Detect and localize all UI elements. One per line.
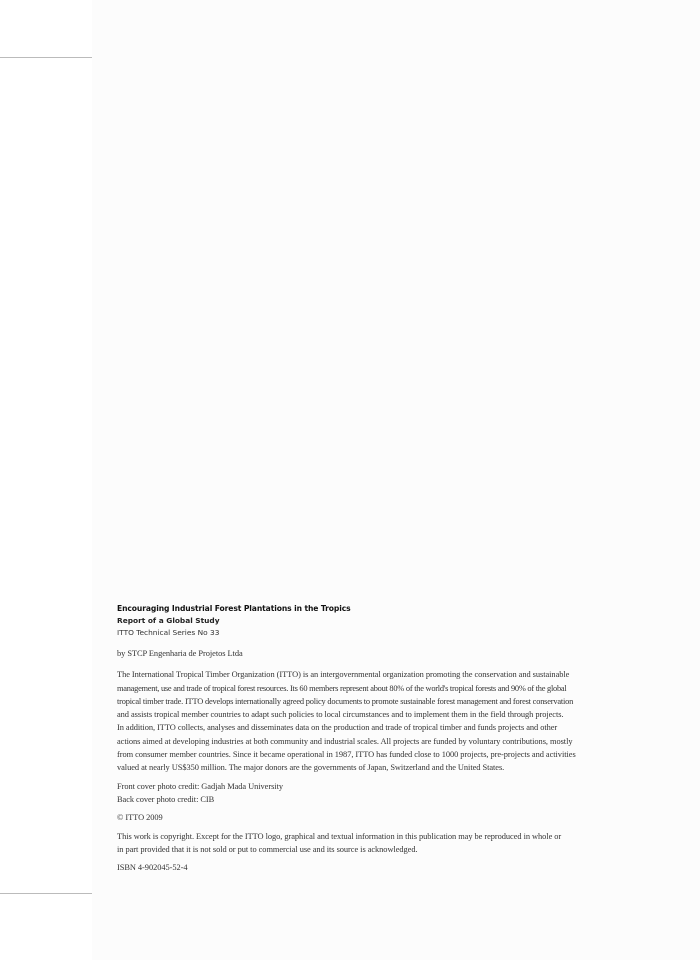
paragraph-line: tropical timber trade. ITTO develops internationally agreed policy documents to promote sustainable forest management and forest conservation	[117, 696, 574, 706]
publication-subtitle: Report of a Global Study	[117, 616, 220, 625]
paragraph-line: actions aimed at developing industries at both community and industrial scales. All projects are funded by voluntary contributions, mostly	[117, 736, 573, 746]
paragraph-line: from consumer member countries. Since it became operational in 1987, ITTO has funded close to 1000 projects, pre-projects and activities	[117, 750, 576, 760]
paragraph-line: and assists tropical member countries to adapt such policies to local circumstances and to implement them in the field through projects.	[117, 710, 564, 720]
copyright-paragraph-line: in part provided that it is not sold or put to commercial use and its source is acknowledged.	[117, 844, 418, 854]
back-cover-credit: Back cover photo credit: CIB	[117, 794, 215, 804]
bottom-rule	[0, 893, 92, 894]
top-rule	[0, 57, 92, 58]
publication-title: Encouraging Industrial Forest Plantations in the Tropics	[117, 604, 351, 613]
copyright-notice: © ITTO 2009	[117, 813, 163, 823]
left-margin	[0, 0, 92, 960]
isbn: ISBN 4-902045-52-4	[117, 863, 188, 873]
front-cover-credit: Front cover photo credit: Gadjah Mada University	[117, 781, 283, 791]
paragraph-line: valued at nearly US$350 million. The major donors are the governments of Japan, Switzerland and the United States.	[117, 763, 505, 773]
paragraph-line: management, use and trade of tropical forest resources. Its 60 members represent about 80% of the world's tropical forests and 90% of the global	[117, 683, 567, 693]
about-itto-paragraph	[117, 668, 687, 774]
paragraph-line: In addition, ITTO collects, analyses and disseminates data on the production and trade of tropical timber and funds projects and other	[117, 723, 558, 733]
series-name: ITTO Technical Series No 33	[117, 628, 220, 637]
imprint-block	[117, 603, 687, 874]
paragraph-line: The International Tropical Timber Organization (ITTO) is an intergovernmental organization promoting the conservation and sustainable	[117, 670, 570, 680]
copyright-paragraph-line: This work is copyright. Except for the ITTO logo, graphical and textual information in this publication may be reproduced in whole or	[117, 831, 562, 841]
author: by STCP Engenharia de Projetos Ltda	[117, 649, 243, 658]
